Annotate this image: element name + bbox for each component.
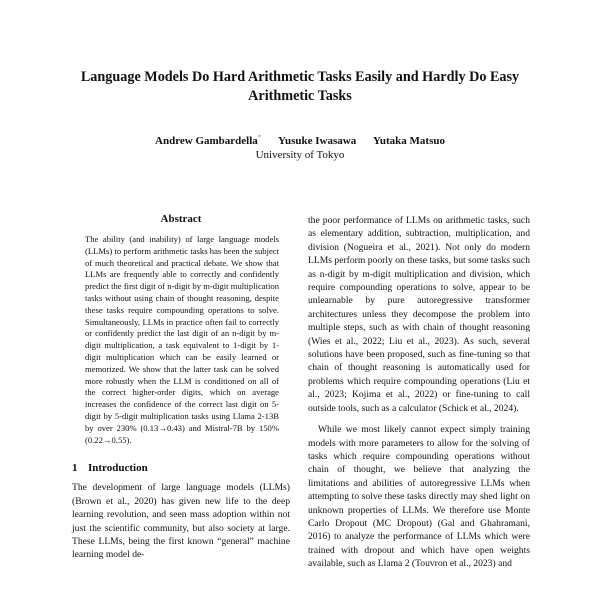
section-title: Introduction bbox=[88, 462, 148, 475]
author-block bbox=[60, 130, 540, 162]
affiliation: University of Tokyo bbox=[255, 148, 345, 161]
left-column bbox=[72, 212, 290, 562]
section-number: 1 bbox=[72, 462, 78, 475]
section-heading bbox=[72, 461, 290, 475]
abstract-text: The ability (and inability) of large language models (LLMs) to perform arithmetic tasks has been the subject of much theoretical and practical debate. We show that LLMs are frequently able to correctly and confidently predict the first digit of n-digit by m-digit multiplication tasks without using chain of thought reasoning, despite these tasks require compounding operations to solve. Simultaneously, LLMs in practice often fail to correctly or confidently predict the last digit of an n-digit by m-digit multiplication, a task equivalent to 1-digit by 1-digit multiplication which can be easily learned or memorized. We show that the latter task can be solved more robustly when the LLM is conditioned on all of the correct higher-order digits, which on average increases the confidence of the correct last digit on 5-digit by 5-digit multiplication tasks using Llama 2-13B by over 230% (0.13→0.43) and Mistral-7B by 150% (0.22→0.55). bbox=[85, 234, 279, 445]
abstract-heading: Abstract bbox=[160, 213, 202, 225]
body-paragraph: While we most likely cannot expect simply training models with more parameters to allow for the solving of tasks which require compounding operations without chain of thought, we believe that analyzing the limitations and abilities of autoregressive LLMs when attempting to solve these tasks directly may shed light on unknown properties of LLMs. We therefore use Monte Carlo Dropout (MC Dropout) (Gal and Ghahramani, 2016) to analyze the performance of LLMs which were trained with dropout and which have open weights available, such as Llama 2 (Touvron et al., 2023) and bbox=[308, 424, 530, 570]
author-name: Yutaka Matsuo bbox=[372, 134, 445, 147]
author-name: Yusuke Iwasawa bbox=[278, 134, 357, 147]
author-footnote-mark: * bbox=[257, 133, 262, 141]
body-paragraph: the poor performance of LLMs on arithmetic tasks, such as elementary addition, subtraction, multiplication, and division (Nogueira et al., 2021). Not only do modern LLMs perform poorly on these tasks, but some tasks such as n-digit by m-digit multiplication and division, which require compounding operations to solve, appear to be unlearnable by pure autoregressive transformer architectures unless they decompose the problem into multiple steps, such as with chain of thought reasoning (Wies et al., 2022; Liu et al., 2023). As such, several solutions have been proposed, such as fine-tuning so that chain of thought reasoning is automatically used for problems which require compounding operations (Liu et al., 2023; Kojima et al., 2022) or fine-tuning to call outside tools, such as a calculator (Schick et al., 2024). bbox=[308, 215, 530, 414]
author-names bbox=[60, 130, 540, 148]
paper-title: Language Models Do Hard Arithmetic Tasks Easily and Hardly Do Easy Arithmetic Tasks bbox=[80, 69, 520, 104]
author-name: Andrew Gambardella* bbox=[155, 133, 262, 147]
right-column bbox=[308, 214, 530, 571]
intro-paragraph: The development of large language models (LLMs) (Brown et al., 2020) has given new life to the deep learning revolution, and seen mass adoption within not just the scientific community, but also society at large. These LLMs, being the first known “general” machine learning model de- bbox=[72, 482, 290, 561]
